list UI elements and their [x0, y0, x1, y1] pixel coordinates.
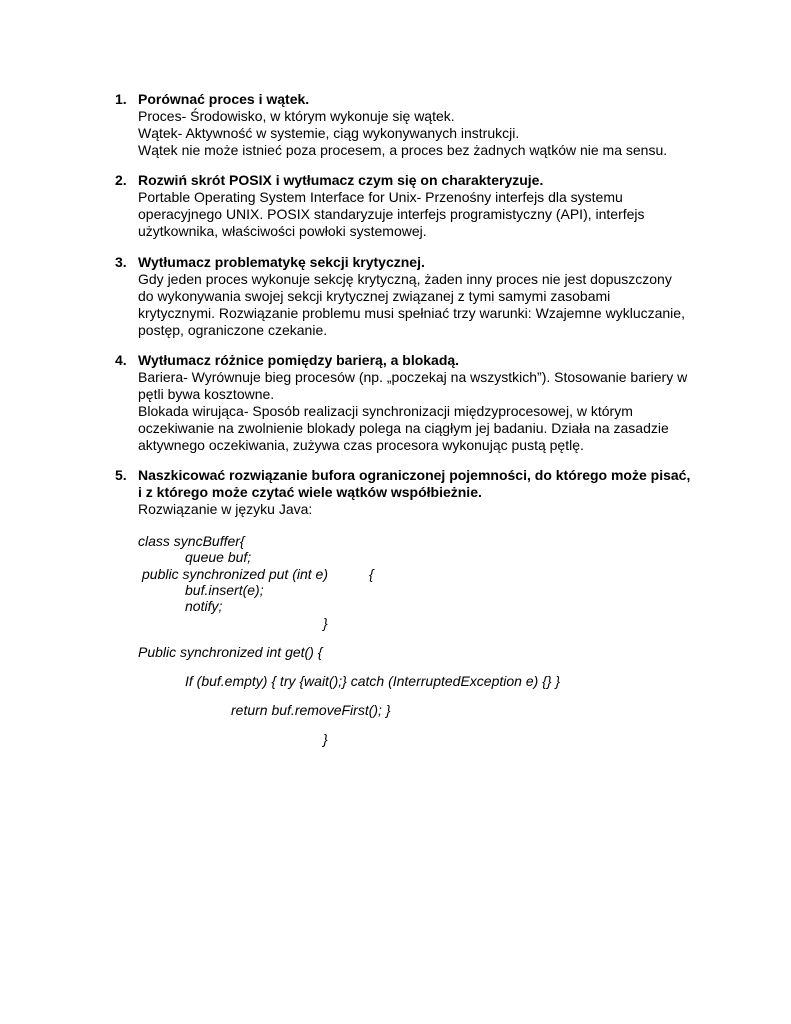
code-line: buf.insert(e); — [185, 582, 264, 598]
question-2 — [115, 172, 715, 240]
answer-line: Blokada wirująca- Sposób realizacji synchronizacji międzyprocesowej, w którym — [138, 403, 633, 419]
question-1 — [115, 91, 715, 159]
question-5 — [115, 467, 715, 518]
question-number: 3. — [115, 254, 127, 270]
code-line: queue buf; — [185, 549, 252, 565]
question-number: 1. — [115, 91, 127, 107]
code-brace: { — [369, 566, 374, 582]
answer-line: pętli bywa kosztowne. — [138, 386, 275, 402]
answer-line: Rozwiązanie w języku Java: — [138, 501, 313, 517]
code-line: notify; — [185, 598, 223, 614]
answer-line: Proces- Środowisko, w którym wykonuje się wątek. — [138, 108, 455, 124]
question-title: i z którego może czytać wiele wątków współbieżnie. — [138, 484, 482, 500]
answer-line: oczekiwanie na zwolnienie blokady polega na ciągłym jej badaniu. Działa na zasadzie — [138, 420, 669, 436]
answer-line: aktywnego oczekiwania, zużywa czas procesora wykonując pustą pętlę. — [138, 437, 584, 453]
answer-line: operacyjnego UNIX. POSIX standaryzuje interfejs programistyczny (API), interfejs — [138, 206, 645, 222]
question-4 — [115, 352, 715, 454]
question-3 — [115, 254, 715, 339]
question-title: Rozwiń skrót POSIX i wytłumacz czym się on charakteryzuje. — [138, 172, 544, 188]
code-line: class syncBuffer{ — [138, 533, 245, 549]
answer-line: Wątek- Aktywność w systemie, ciąg wykonywanych instrukcji. — [138, 125, 520, 141]
code-brace: } — [323, 731, 328, 747]
code-brace: } — [323, 615, 328, 631]
answer-line: krytycznymi. Rozwiązanie problemu musi spełniać trzy warunki: Wzajemne wykluczanie, — [138, 305, 685, 321]
answer-line: postęp, ograniczone czekanie. — [138, 322, 328, 338]
question-title: Porównać proces i wątek. — [138, 91, 310, 107]
answer-line: Gdy jeden proces wykonuje sekcję krytyczną, żaden inny proces nie jest dopuszczony — [138, 271, 672, 287]
answer-line: Portable Operating System Interface for Unix- Przenośny interfejs dla systemu — [138, 189, 623, 205]
code-line: public synchronized put (int e) — [142, 566, 328, 582]
question-number: 5. — [115, 467, 127, 483]
question-number: 2. — [115, 172, 127, 188]
answer-line: Bariera- Wyrównuje bieg procesów (np. „poczekaj na wszystkich”). Stosowanie bariery w — [138, 369, 688, 385]
code-line: Public synchronized int get() { — [138, 644, 323, 660]
question-title: Wytłumacz różnice pomiędzy barierą, a blokadą. — [138, 352, 460, 368]
code-line: If (buf.empty) { try {wait();} catch (InterruptedException e) {} } — [185, 673, 561, 689]
question-title: Wytłumacz problematykę sekcji krytycznej. — [138, 254, 425, 270]
code-line: return buf.removeFirst(); } — [231, 702, 391, 718]
answer-line: użytkownika, właściwości powłoki systemowej. — [138, 223, 427, 239]
question-number: 4. — [115, 352, 127, 368]
answer-line: do wykonywania swojej sekcji krytycznej związanej z tymi samymi zasobami — [138, 288, 611, 304]
question-title: Naszkicować rozwiązanie bufora ograniczonej pojemności, do którego może pisać, — [138, 467, 691, 483]
answer-line: Wątek nie może istnieć poza procesem, a proces bez żadnych wątków nie ma sensu. — [138, 142, 668, 158]
